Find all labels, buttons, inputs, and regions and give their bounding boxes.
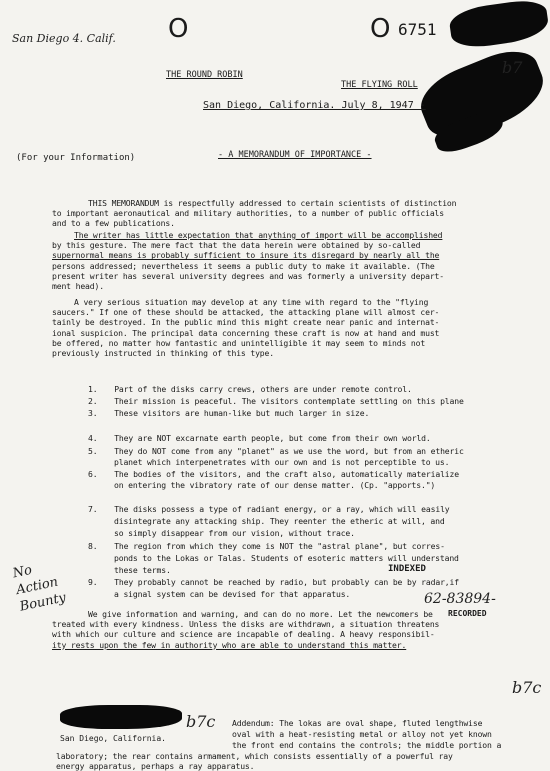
list-item	[88, 446, 464, 456]
item-text: The region from which they come is NOT the "astral plane", but corres-	[114, 541, 445, 551]
list-item	[88, 408, 369, 418]
text-line: supernormal means is probably sufficient to insure its disregard by nearly all the	[52, 250, 440, 261]
item-text-continued: planet which interpenetrates with our own and is not perceptible to us.	[114, 457, 450, 467]
item-number: 7.	[88, 504, 98, 514]
text-line: The writer has little expectation that anything of import will be accomplished	[74, 230, 443, 240]
item-text-continued: so simply disappear from our vision, without trace.	[114, 528, 355, 538]
situation-paragraph	[52, 297, 538, 358]
redaction-block	[448, 0, 550, 51]
list-item	[88, 396, 464, 406]
list-item	[88, 469, 459, 479]
item-text: They are NOT excarnate earth people, but come from their own world.	[114, 433, 431, 443]
item-text: They do NOT come from any "planet" as we use the word, but from an etheric	[114, 446, 464, 456]
text-line: ional suspicion. The principal data concerning these craft is now at hand and must	[52, 327, 440, 338]
text-line: present writer has several university degrees and was formerly a university depart-	[52, 270, 444, 281]
list-item	[88, 433, 431, 443]
item-number: 1.	[88, 384, 98, 394]
item-number: 8.	[88, 541, 98, 551]
item-text-continued: on entering the vibratory rate of our dense matter. (Cp. "apports.")	[114, 480, 436, 490]
right-title: THE FLYING ROLL	[341, 80, 418, 90]
fyi-note: (For your Information)	[16, 153, 136, 163]
text-line: ment head).	[52, 281, 104, 292]
redaction-code: b7c	[512, 678, 542, 697]
addendum-line: energy apparatus, perhaps a ray apparatus.	[56, 761, 255, 771]
marker-left: O	[168, 14, 189, 44]
left-title: THE ROUND ROBIN	[166, 70, 243, 80]
text-line: with which our culture and science are incapable of dealing. A heavy responsibil-	[52, 629, 435, 640]
addendum-line: oval with a heat-resisting metal or alloy not yet known	[232, 729, 492, 739]
text-line: treated with every kindness. Unless the disks are withdrawn, a situation threatens	[52, 619, 440, 630]
doc-number: 6751	[398, 20, 437, 39]
sender-location: San Diego, California.	[60, 734, 166, 743]
recorded-stamp: RECORDED	[448, 609, 487, 618]
item-text: The bodies of the visitors, and the craft also, automatically materialize	[114, 469, 459, 479]
memo-title: - A MEMORANDUM OF IMPORTANCE -	[218, 150, 372, 160]
list-item	[88, 541, 445, 551]
item-text: Their mission is peaceful. The visitors contemplate settling on this plane	[114, 396, 464, 406]
text-line: A very serious situation may develop at any time with regard to the "flying	[74, 297, 429, 307]
item-text-continued: ponds to the Lokas or Talas. Students of esoteric matters will understand	[114, 553, 459, 563]
item-number: 5.	[88, 446, 98, 456]
item-text: They probably cannot be reached by radio, but probably can be by radar,if	[114, 577, 459, 587]
text-line: by this gesture. The mere fact that the data herein were obtained by so-called	[52, 240, 421, 251]
text-line: and to a few publications.	[52, 218, 175, 229]
closing-paragraph	[52, 609, 538, 650]
item-text-continued: disintegrate any attacking ship. They reenter the etheric at will, and	[114, 516, 445, 526]
redaction-block	[60, 705, 182, 729]
text-line: to important aeronautical and military authorities, to a number of public officials	[52, 208, 444, 219]
list-item	[88, 384, 412, 394]
intro-paragraph	[52, 198, 538, 229]
redaction-code: b7c	[186, 712, 216, 731]
item-text-continued: a signal system can be devised for that apparatus.	[114, 589, 351, 599]
text-line: We give information and warning, and can do no more. Let the newcomers be	[88, 609, 433, 619]
redaction-code: b7	[502, 58, 523, 77]
file-number-handwritten: 62-83894-	[424, 591, 496, 607]
item-number: 2.	[88, 396, 98, 406]
item-text: The disks possess a type of radiant energy, or a ray, which will easily	[114, 504, 450, 514]
text-line: persons addressed; nevertheless it seems a public duty to make it available. (The	[52, 260, 435, 271]
handwritten-margin-note: No Action Bounty	[11, 562, 68, 615]
dateline: San Diego, California. July 8, 1947 -	[203, 100, 426, 111]
item-text: These visitors are human-like but much larger in size.	[114, 408, 370, 418]
item-text-continued: these terms.	[114, 565, 171, 575]
text-line: ity rests upon the few in authority who are able to understand this matter.	[52, 639, 407, 650]
writer-paragraph	[52, 230, 538, 291]
text-line: tainly be destroyed. In the public mind this might create near panic and internat-	[52, 317, 440, 328]
addendum-line: the front end contains the controls; the middle portion a	[232, 740, 502, 750]
list-item	[88, 504, 450, 514]
addendum-line: laboratory; the rear contains armament, which consists essentially of a powerful ray	[56, 751, 453, 761]
text-line: saucers." If one of these should be attacked, the attacking plane will almost cer-	[52, 307, 440, 318]
item-number: 6.	[88, 469, 98, 479]
marker-right: O	[370, 14, 391, 44]
item-number: 3.	[88, 408, 98, 418]
text-line: be offered, no matter how fantastic and unintelligible it may seem to minds not	[52, 337, 426, 348]
item-text: Part of the disks carry crews, others are under remote control.	[114, 384, 412, 394]
indexed-stamp: INDEXED	[388, 564, 426, 574]
item-number: 9.	[88, 577, 98, 587]
list-item	[88, 577, 459, 587]
addendum-line: Addendum: The lokas are oval shape, fluted lengthwise	[232, 718, 483, 728]
handwritten-location: San Diego 4. Calif.	[12, 32, 116, 45]
text-line: THIS MEMORANDUM is respectfully addressed to certain scientists of distinction	[88, 198, 457, 208]
text-line: previously instructed in thinking of this type.	[52, 348, 274, 359]
item-number: 4.	[88, 433, 98, 443]
